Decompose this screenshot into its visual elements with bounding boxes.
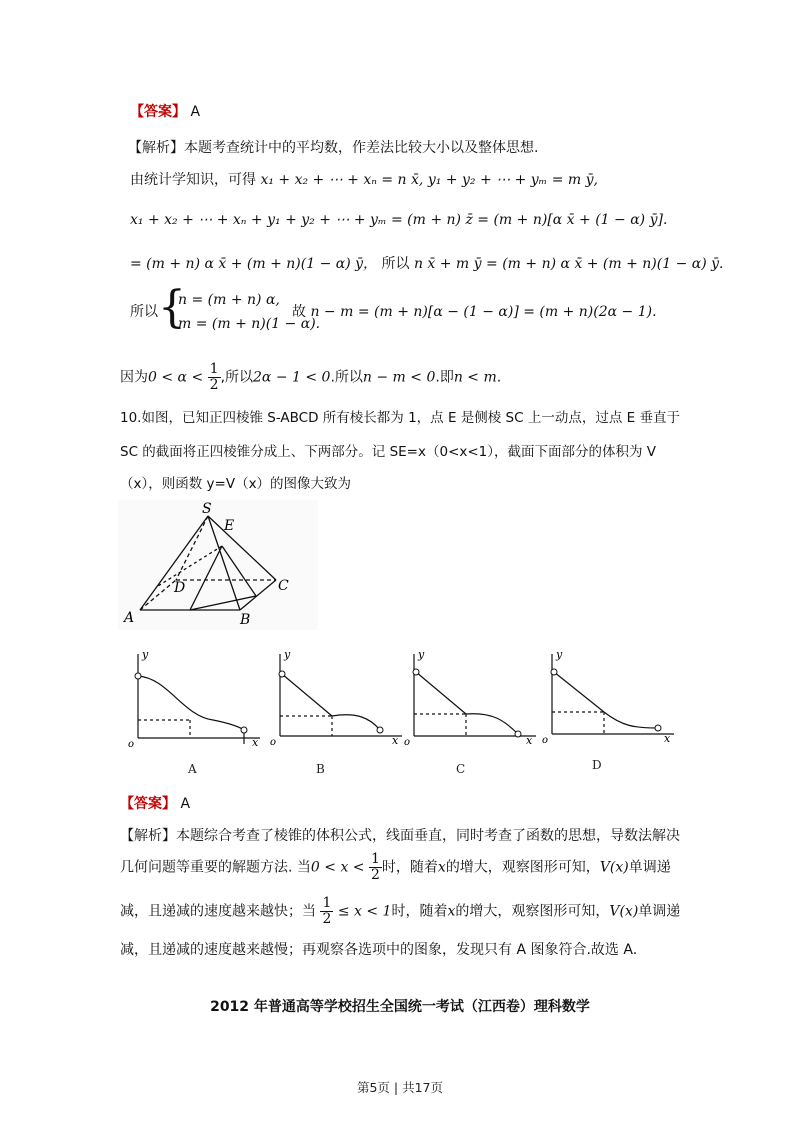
left-brace-icon: { [158,282,186,333]
because-f2: n − m < 0 [362,369,436,386]
stat-formula: x₁ + x₂ + ⋯ + xₙ = n x̄, y₁ + y₂ + ⋯ + yₘ = m ȳ, [260,172,598,188]
analysis-10-line-1 [120,826,680,846]
graph-c-label: C [456,762,466,776]
pyramid-figure [118,500,318,630]
analysis-10-line-3 [120,896,680,927]
analysis-10-text-1: 本题综合考查了棱锥的体积公式，线面垂直，同时考查了函数的思想，导数法解决 [176,828,680,844]
graph-a [118,648,268,748]
q10-line-2: SC 的截面将正四棱锥分成上、下两部分。记 SE=x（0<x<1），截面下面部分的体积为 V [120,444,657,460]
graph-a-o: o [128,739,135,748]
graph-c [396,648,549,748]
graph-b [262,648,412,748]
answer-value: A [190,104,201,120]
system-row-2: m = (m + n)(1 − α). [178,316,321,332]
analysis-text: 本题考查统计中的平均数，作差法比较大小以及整体思想. [184,140,539,156]
because-prefix: 因为 [120,369,148,386]
because-p2: .所以 [330,369,363,386]
label-s: S [202,501,212,517]
answer-10-value: A [180,796,191,812]
answer-tag: 【答案】 [130,104,186,120]
page-footer: 第5页 | 共17页 [356,1080,444,1095]
graph-d-label: D [592,758,602,772]
equation-line [130,254,724,274]
graph-b-x: x [392,734,399,747]
graph-d-x: x [664,732,671,745]
analysis-10-line-4: 减，且递减的速度越来越慢；再观察各选项中的图象，发现只有 A 图象符合.故选 A. [120,942,638,958]
graph-d-o: o [542,735,549,746]
answer-9 [130,102,200,122]
eq-rhs: n x̄ + m ȳ = (m + n) α x̄ + (m + n)(1 − α) ȳ. [413,256,724,272]
fraction-half: $\frac{1}{2}$ [209,361,219,393]
system-rhs: n − m = (m + n)[α − (1 − α)] = (m + n)(2α − 1). [310,304,657,320]
sum-formula: x₁ + x₂ + ⋯ + xₙ + y₁ + y₂ + ⋯ + yₘ = (m + n) z̄ = (m + n)[α x̄ + (1 − α) ȳ]. [130,212,668,228]
analysis-10-tag: 【解析】 [120,828,176,844]
analysis-10-l2b: 时，随着 [381,859,438,876]
because-line [120,362,501,393]
label-e: E [224,518,235,534]
because-ineq: 0 < α < [148,369,204,386]
because-p3: .即 [435,369,454,386]
because-p1: ,所以 [220,369,254,386]
graph-c-o: o [404,737,411,748]
q10-line-1: 10.如图，已知正四棱锥 S-ABCD 所有棱长都为 1，点 E 是侧棱 SC 上一动点，过点 E 垂直于 [120,410,680,426]
analysis-10-l2c: 的增大，观察图形可知， [445,859,600,876]
answer-10-tag: 【答案】 [120,796,176,812]
label-a: A [124,610,135,626]
analysis-tag: 【解析】 [128,140,184,156]
graph-a-label: A [188,762,197,776]
graph-c-y: y [418,648,425,661]
system-prefix: 所以 [130,304,158,320]
analysis-10-l3-frac: $\frac{1}{2}$ [322,895,332,927]
graph-d-y: y [556,648,563,661]
analysis-10-l3b: 时，随着 [391,903,448,920]
analysis-9 [128,138,538,158]
graph-d [534,648,684,748]
answer-10 [120,794,190,814]
analysis-10-l2-fn: V(x) [599,859,629,876]
graph-b-y: y [284,648,291,661]
eq-mid: 所以 [381,256,410,272]
system-conclusion [292,302,657,322]
graph-a-x: x [252,736,259,748]
q10-line-3: （x），则函数 y=V（x）的图像大致为 [120,476,352,492]
analysis-10-line-2 [120,852,671,883]
graph-b-o: o [270,737,277,748]
eq-lhs: = (m + n) α x̄ + (m + n)(1 − α) ȳ， [130,256,378,272]
analysis-10-l3c: 的增大，观察图形可知， [455,903,610,920]
system-mid: 故 [292,304,306,320]
analysis-10-l2-ineq: 0 < x < [310,859,365,876]
analysis-10-l2a: 几何问题等重要的解题方法. 当 [120,859,311,876]
stat-prefix: 由统计学知识，可得 [130,172,256,188]
label-d: D [174,580,186,596]
analysis-10-l2d: 单调递 [628,859,671,876]
graph-a-y: y [142,648,149,661]
because-f3: n < m [453,369,497,386]
analysis-10-l2-frac: $\frac{1}{2}$ [370,851,380,883]
because-f1: 2α − 1 < 0 [253,369,331,386]
analysis-10-l3a: 减，且递减的速度越来越快；当 [120,903,316,920]
graph-b-label: B [316,762,325,776]
label-b: B [240,612,251,628]
because-p4: . [496,369,502,386]
analysis-10-l3-fn: V(x) [609,903,639,920]
stat-knowledge-line [130,170,598,190]
analysis-10-l3-var: x [447,903,456,920]
system-row-1: n = (m + n) α, [178,292,280,308]
graph-c-x: x [526,734,533,747]
section-title: 2012 年普通高等学校招生全国统一考试（江西卷）理科数学 [210,999,590,1015]
analysis-10-l3d: 单调递 [638,903,681,920]
label-c: C [278,578,289,594]
analysis-10-l2-var: x [437,859,446,876]
analysis-10-l3-ineq: ≤ x < 1 [337,903,392,920]
